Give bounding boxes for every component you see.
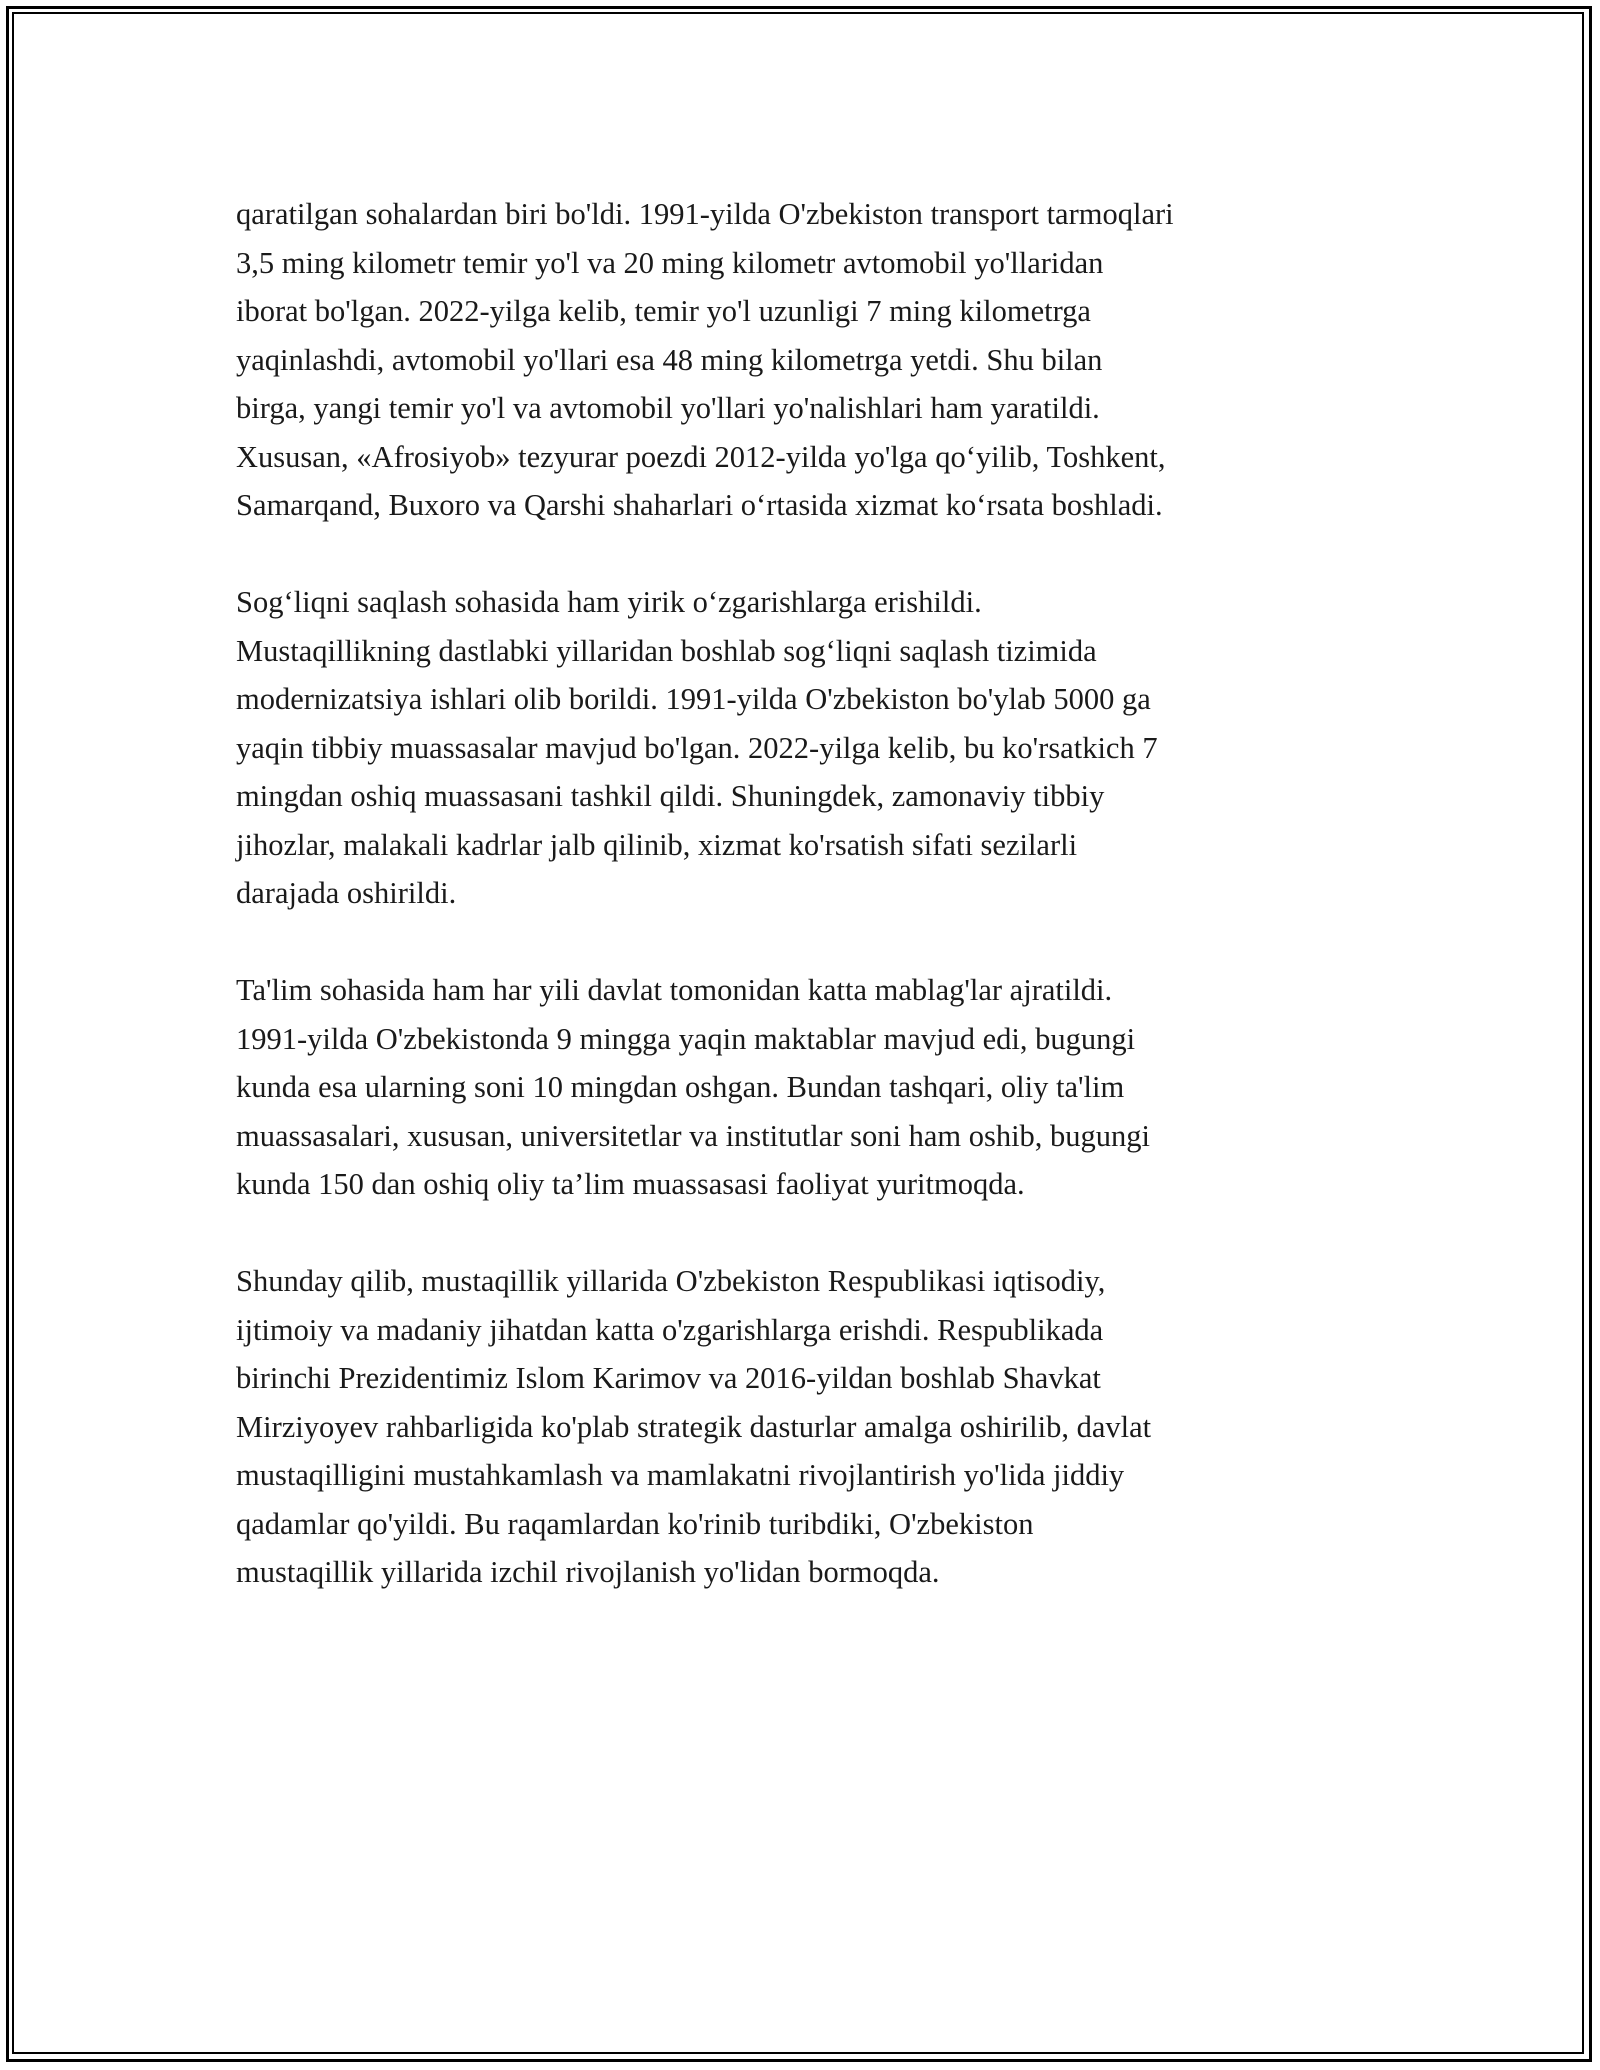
text-line: iborat bo'lgan. 2022-yilga kelib, temir yo'l uzunligi 7 ming kilometrga	[236, 294, 1091, 328]
text-line: kunda esa ularning soni 10 mingdan oshgan. Bundan tashqari, oliy ta'lim	[236, 1070, 1125, 1104]
text-line: Ta'lim sohasida ham har yili davlat tomonidan katta mablag'lar ajratildi.	[236, 973, 1113, 1007]
text-line: yaqinlashdi, avtomobil yo'llari esa 48 ming kilometrga yetdi. Shu bilan	[236, 342, 1103, 377]
text-line: mingdan oshiq muassasani tashkil qildi. Shuningdek, zamonaviy tibbiy	[236, 779, 1105, 813]
paragraph-conclusion	[236, 1257, 1386, 1597]
text-line: mustaqilligini mustahkamlash va mamlakatni rivojlantirish yo'lida jiddiy	[236, 1458, 1125, 1492]
text-line: modernizatsiya ishlari olib borildi. 1991-yilda O'zbekiston bo'ylab 5000 ga	[236, 682, 1151, 716]
text-line: Xususan, «Afrosiyob» tezyurar poezdi 2012-yilda yo'lga qo‘yilib, Toshkent,	[236, 439, 1166, 474]
text-line: Mirziyoyev rahbarligida ko'plab strategik dasturlar amalga oshirilib, davlat	[236, 1409, 1152, 1444]
text-line: Mustaqillikning dastlabki yillaridan boshlab sog‘liqni saqlash tizimida	[236, 633, 1097, 668]
text-line: Samarqand, Buxoro va Qarshi shaharlari o‘rtasida xizmat ko‘rsata boshladi.	[236, 488, 1163, 522]
text-line: yaqin tibbiy muassasalar mavjud bo'lgan. 2022-yilga kelib, bu ko'rsatkich 7	[236, 730, 1158, 765]
paragraph-healthcare	[236, 578, 1386, 918]
text-line: jihozlar, malakali kadrlar jalb qilinib, xizmat ko'rsatish sifati sezilarli	[236, 827, 1078, 862]
text-line: ijtimoiy va madaniy jihatdan katta o'zgarishlarga erishdi. Respublikada	[236, 1312, 1104, 1347]
text-line: muassasalari, xususan, universitetlar va institutlar soni ham oshib, bugungi	[236, 1118, 1151, 1153]
text-line: 3,5 ming kilometr temir yo'l va 20 ming kilometr avtomobil yo'llaridan	[236, 245, 1104, 280]
text-line: Sog‘liqni saqlash sohasida ham yirik o‘zgarishlarga erishildi.	[236, 585, 982, 619]
paragraph-education	[236, 966, 1386, 1209]
document-body	[236, 190, 1386, 1645]
text-line: birga, yangi temir yo'l va avtomobil yo'llari yo'nalishlari ham yaratildi.	[236, 391, 1100, 425]
text-line: kunda 150 dan oshiq oliy ta’lim muassasasi faoliyat yuritmoqda.	[236, 1167, 1025, 1201]
text-line: mustaqillik yillarida izchil rivojlanish yo'lidan bormoqda.	[236, 1555, 940, 1589]
text-line: darajada oshirildi.	[236, 876, 457, 910]
text-line: birinchi Prezidentimiz Islom Karimov va 2016-yildan boshlab Shavkat	[236, 1361, 1101, 1395]
text-line: qaratilgan sohalardan biri bo'ldi. 1991-yilda O'zbekiston transport tarmoqlari	[236, 197, 1174, 231]
text-line: Shunday qilib, mustaqillik yillarida O'zbekiston Respublikasi iqtisodiy,	[236, 1264, 1106, 1298]
text-line: qadamlar qo'yildi. Bu raqamlardan ko'rinib turibdiki, O'zbekiston	[236, 1506, 1034, 1541]
paragraph-transport	[236, 190, 1386, 530]
text-line: 1991-yilda O'zbekistonda 9 mingga yaqin maktablar mavjud edi, bugungi	[236, 1021, 1136, 1056]
